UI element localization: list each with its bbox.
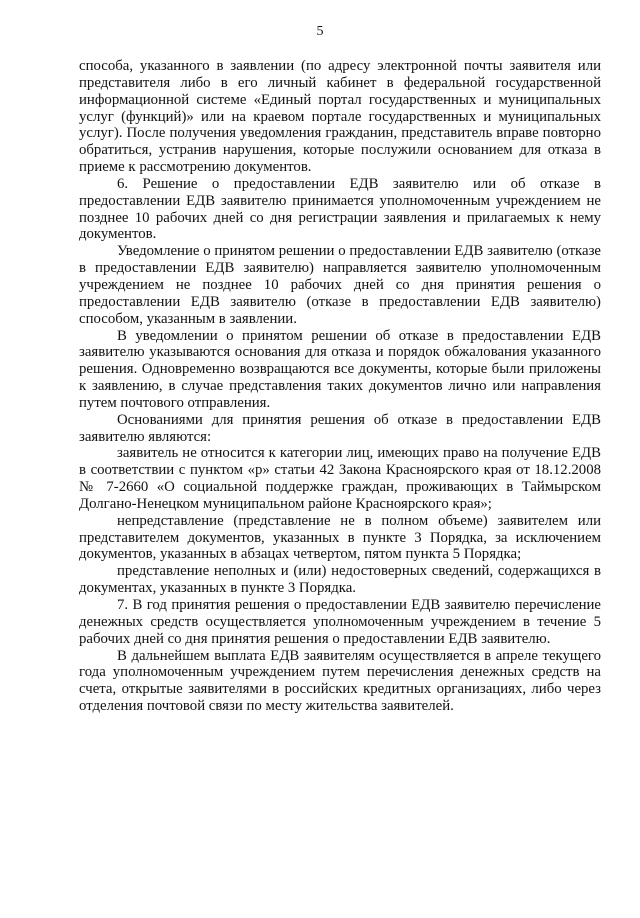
paragraph-item-7: 7. В год принятия решения о предоставлении ЕДВ заявителю перечисление денежных средств осуществляется уполномоченным учреждением в течение 5 рабочих дней со дня принятия решения о предоставлении ЕДВ заявителю.	[79, 597, 601, 647]
paragraph-refusal-notice: В уведомлении о принятом решении об отказе в предоставлении ЕДВ заявителю указываются основания для отказа и порядок обжалования указанного решения. Одновременно возвращаются все документы, которые были приложены к заявлению, в случае представления таких документов лично или направления путем почтового отправления.	[79, 327, 601, 411]
paragraph-notification: Уведомление о принятом решении о предоставлении ЕДВ заявителю (отказе в предоставлении ЕДВ заявителю) направляется заявителю уполномоченным учреждением не позднее 10 рабочих дней со дня принятия решения о предоставлении ЕДВ заявителю (отказе в предоставлении ЕДВ заявителю) способом, указанным в заявлении.	[79, 243, 601, 327]
paragraph-payment: В дальнейшем выплата ЕДВ заявителям осуществляется в апреле текущего года уполномоченным учреждением путем перечисления денежных средств на счета, открытые заявителями в российских кредитных организациях, либо через отделения почтовой связи по месту жительства заявителей.	[79, 647, 601, 715]
paragraph-ground-documents: непредставление (представление не в полном объеме) заявителем или представителем документов, указанных в пункте 3 Порядка, за исключением документов, указанных в абзацах четвертом, пятом пункта 5 Порядка;	[79, 512, 601, 563]
paragraph-ground-incomplete: представление неполных и (или) недостоверных сведений, содержащихся в документах, указанных в пункте 3 Порядка.	[79, 563, 601, 597]
paragraph-continuation: способа, указанного в заявлении (по адресу электронной почты заявителя или представителя либо в его личный кабинет в федеральной государственной информационной системе «Единый портал государственных и муниципальных услуг (функций)» или на краевом портале государственных и муниципальных услуг). После получения уведомления гражданин, представитель вправе повторно обратиться, устранив нарушения, которые послужили основанием для отказа в приеме к рассмотрению документов.	[79, 58, 601, 176]
page-number: 5	[316, 24, 324, 39]
paragraph-item-6: 6. Решение о предоставлении ЕДВ заявителю или об отказе в предоставлении ЕДВ заявителю принимается уполномоченным учреждением не позднее 10 рабочих дней со дня регистрации заявления и прилагаемых к нему документов.	[79, 175, 601, 243]
paragraph-ground-category: заявитель не относится к категории лиц, имеющих право на получение ЕДВ в соответствии с пунктом «р» статьи 42 Закона Красноярского края от 18.12.2008 № 7-2660 «О социальной поддержке граждан, проживающих в Таймырском Долгано-Ненецком муниципальном районе Красноярского края»;	[79, 445, 601, 512]
document-body	[79, 58, 601, 715]
paragraph-refusal-grounds: Основаниями для принятия решения об отказе в предоставлении ЕДВ заявителю являются:	[79, 411, 601, 445]
